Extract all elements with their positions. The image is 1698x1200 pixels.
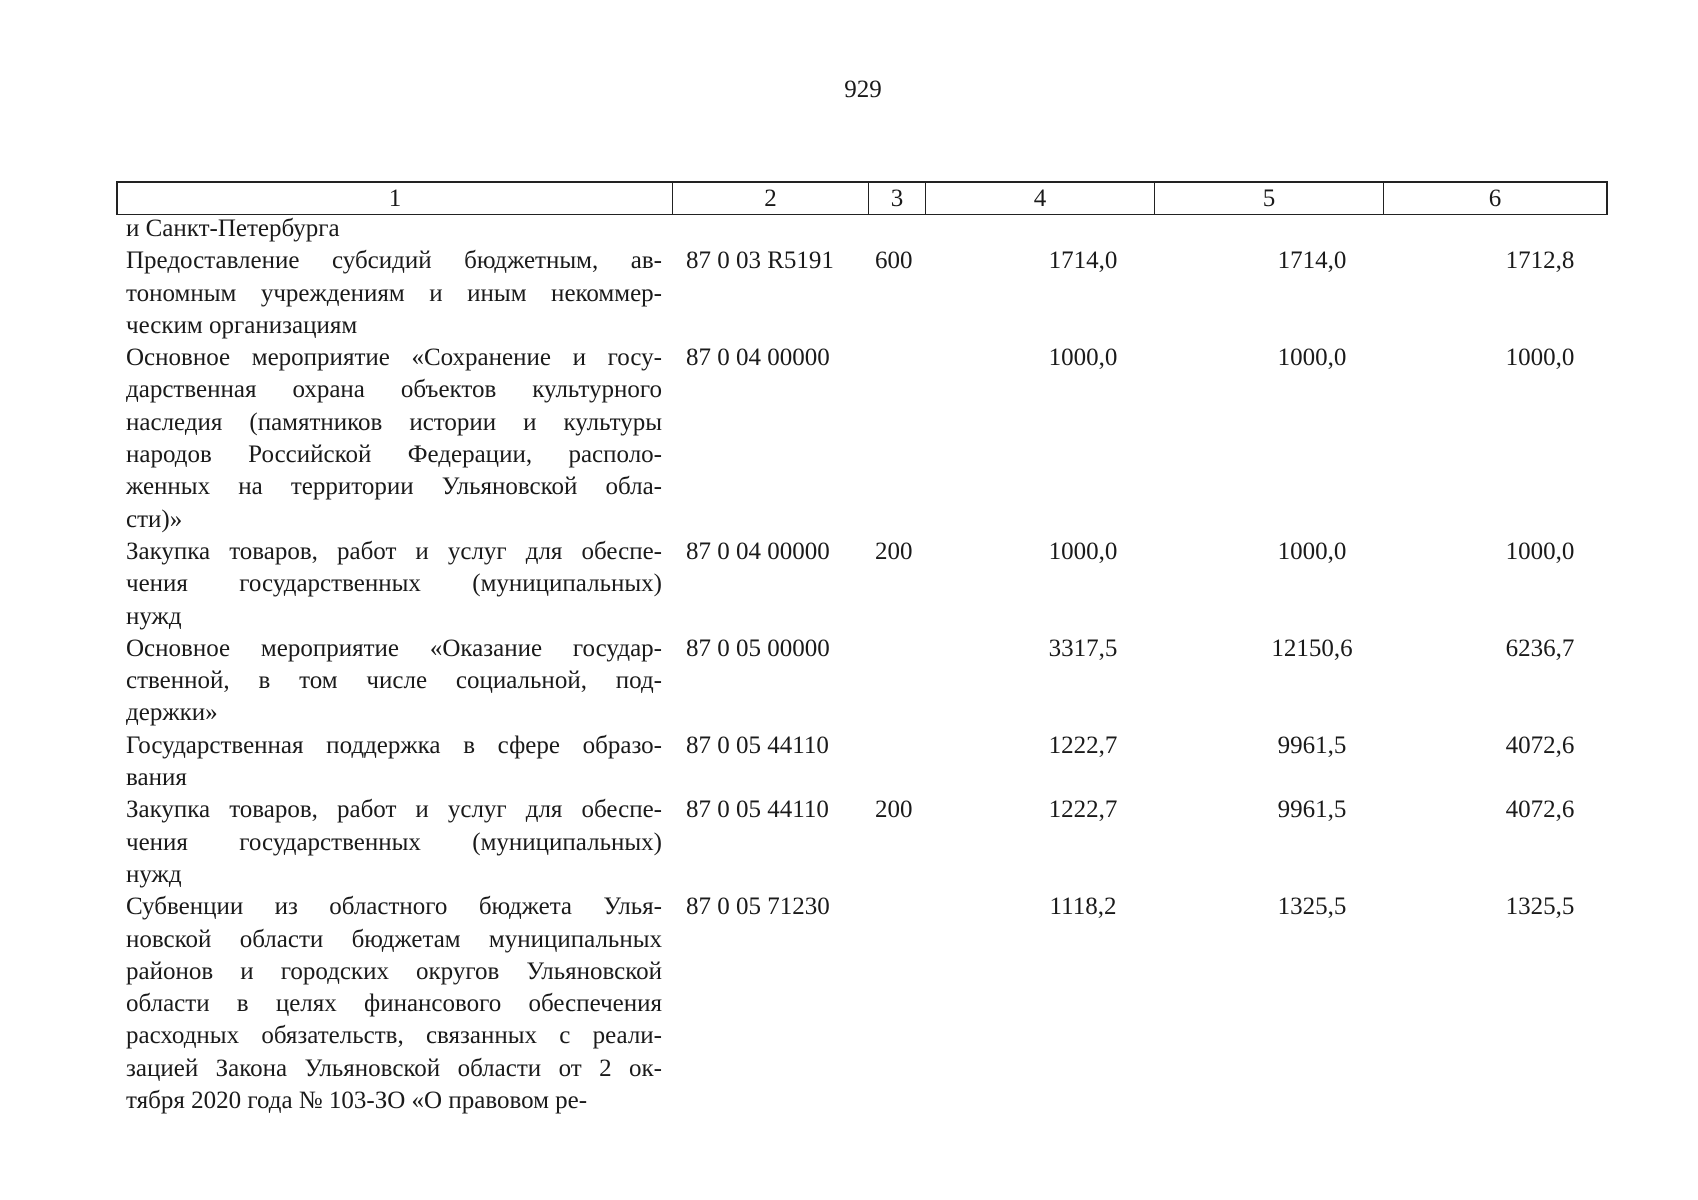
row-description [126, 891, 662, 1117]
description-line: нужд [126, 860, 182, 888]
row-value-col5: 1325,5 [1277, 893, 1347, 921]
description-line: Предоставление субсидий бюджетным, ав- [126, 247, 662, 275]
description-line: и Санкт-Петербурга [126, 215, 340, 242]
description-line: области в целях финансового обеспечения [126, 990, 662, 1018]
description-line: районов и городских округов Ульяновской [126, 957, 662, 985]
row-value-col6: 4072,6 [1505, 731, 1575, 759]
row-description [126, 342, 662, 536]
row-value-col4: 3317,5 [1048, 634, 1118, 662]
header-col-3: 3 [869, 183, 926, 214]
row-value-col6: 4072,6 [1505, 796, 1575, 824]
table-row [126, 633, 1576, 730]
row-code: 87 0 03 R5191 [686, 247, 834, 275]
table-body [126, 213, 1576, 1117]
table-row [126, 342, 1576, 536]
row-description [126, 633, 662, 730]
description-line: зацией Закона Ульяновской области от 2 ок- [126, 1054, 662, 1082]
row-code: 87 0 04 00000 [686, 344, 830, 372]
description-line: Закупка товаров, работ и услуг для обеспе- [126, 537, 662, 565]
page-number: 929 [844, 76, 882, 103]
description-line: тономным учреждениям и иным некоммер- [126, 279, 662, 307]
description-line: держки» [126, 699, 218, 727]
row-expense-type: 200 [875, 796, 913, 824]
description-line: ственной, в том числе социальной, под- [126, 667, 662, 695]
header-col-2: 2 [673, 183, 869, 214]
row-value-col5: 9961,5 [1277, 731, 1347, 759]
description-line: тября 2020 года № 103-ЗО «О правовом ре- [126, 1087, 588, 1115]
table-row [126, 245, 1576, 342]
row-value-col4: 1222,7 [1048, 731, 1118, 759]
table-row [126, 730, 1576, 795]
row-description [126, 794, 662, 891]
description-line: Основное мероприятие «Оказание государ- [126, 634, 662, 662]
row-value-col5: 1000,0 [1277, 344, 1347, 372]
description-line: Основное мероприятие «Сохранение и госу- [126, 344, 662, 372]
row-code: 87 0 05 44110 [686, 731, 829, 759]
row-description [126, 245, 662, 342]
row-description [126, 213, 662, 245]
row-value-col4: 1714,0 [1048, 247, 1118, 275]
row-value-col6: 1000,0 [1505, 537, 1575, 565]
description-line: женных на территории Ульяновской обла- [126, 473, 662, 501]
header-col-4: 4 [926, 183, 1155, 214]
description-line: народов Российской Федерации, располо- [126, 441, 662, 469]
description-line: ческим организациям [126, 311, 358, 339]
row-value-col5: 1000,0 [1277, 537, 1347, 565]
header-col-1: 1 [118, 183, 673, 214]
description-line: нужд [126, 602, 182, 630]
row-value-col4: 1000,0 [1048, 344, 1118, 372]
table-row [126, 891, 1576, 1117]
row-value-col4: 1118,2 [1049, 893, 1117, 921]
description-line: новской области бюджетам муниципальных [126, 925, 662, 953]
description-line: расходных обязательств, связанных с реали- [126, 1022, 662, 1050]
row-expense-type: 600 [875, 247, 913, 275]
row-value-col5: 1714,0 [1277, 247, 1347, 275]
description-line: чения государственных (муниципальных) [126, 570, 662, 598]
row-code: 87 0 05 00000 [686, 634, 830, 662]
row-value-col4: 1000,0 [1048, 537, 1118, 565]
header-col-5: 5 [1155, 183, 1384, 214]
row-value-col6: 1325,5 [1505, 893, 1575, 921]
row-value-col6: 1000,0 [1505, 344, 1575, 372]
description-line: Субвенции из областного бюджета Улья- [126, 893, 662, 921]
row-value-col6: 6236,7 [1505, 634, 1575, 662]
table-header-row [116, 181, 1608, 215]
description-line: вания [126, 764, 187, 792]
row-description [126, 536, 662, 633]
row-value-col4: 1222,7 [1048, 796, 1118, 824]
row-description [126, 730, 662, 795]
table-row [126, 536, 1576, 633]
description-line: Государственная поддержка в сфере образо- [126, 731, 662, 759]
description-line: дарственная охрана объектов культурного [126, 376, 662, 404]
row-value-col5: 9961,5 [1277, 796, 1347, 824]
row-code: 87 0 05 71230 [686, 893, 830, 921]
row-code: 87 0 05 44110 [686, 796, 829, 824]
row-code: 87 0 04 00000 [686, 537, 830, 565]
row-value-col5: 12150,6 [1271, 634, 1353, 662]
row-expense-type: 200 [875, 537, 913, 565]
description-line: чения государственных (муниципальных) [126, 828, 662, 856]
header-col-6: 6 [1488, 185, 1502, 212]
row-value-col6: 1712,8 [1505, 247, 1575, 275]
table-row [126, 794, 1576, 891]
description-line: Закупка товаров, работ и услуг для обеспе- [126, 796, 662, 824]
description-line: сти)» [126, 505, 183, 533]
description-line: наследия (памятников истории и культуры [126, 408, 662, 436]
table-row [126, 213, 1576, 245]
